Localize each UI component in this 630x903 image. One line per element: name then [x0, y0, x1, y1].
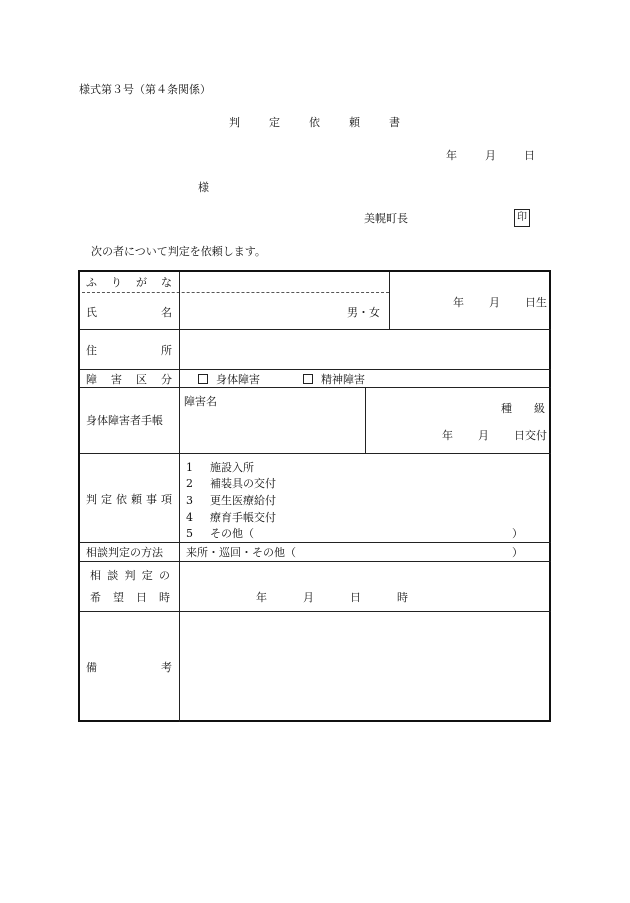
- birthdate-field[interactable]: [453, 297, 547, 308]
- furigana-field[interactable]: [180, 273, 388, 291]
- handbook-divider: [365, 387, 366, 453]
- form-number: 様式第３号（第４条関係）: [79, 83, 211, 96]
- method-options[interactable]: 来所・巡回・その他（: [186, 546, 296, 559]
- desired-datetime-field[interactable]: 年 月 日 時: [256, 591, 408, 604]
- row-divider: [80, 561, 551, 562]
- row-divider: [80, 453, 551, 454]
- handbook-issue-date[interactable]: [442, 430, 547, 441]
- title-char: 書: [389, 116, 400, 129]
- request-date[interactable]: [446, 150, 535, 161]
- issue-day-suffix: 日交付: [514, 429, 547, 442]
- date-month: 月: [485, 149, 496, 162]
- other-close-paren: ）: [512, 527, 523, 540]
- birthdate-divider: [389, 272, 390, 329]
- intro-text: 次の者について判定を依頼します。: [91, 245, 266, 258]
- date-day: 日: [524, 149, 535, 162]
- issuer-name: 美幌町長: [364, 212, 408, 225]
- address-field[interactable]: [180, 330, 550, 368]
- desired-datetime-label: 相 談 判 定 の: [90, 569, 170, 582]
- handbook-grade[interactable]: [501, 403, 545, 414]
- request-item-other[interactable]: 5 その他（: [186, 527, 254, 540]
- desired-datetime-label: 希 望 日 時: [90, 591, 170, 604]
- title-char: 依: [309, 116, 320, 129]
- title-char: 定: [269, 116, 280, 129]
- physical-disability-checkbox[interactable]: 身体障害: [198, 374, 260, 385]
- handbook-label: 身体障害者手帳: [86, 414, 163, 427]
- disability-type-label: 障 害 区 分: [86, 373, 172, 386]
- row-divider: [80, 369, 551, 370]
- checkbox-icon: [303, 374, 313, 384]
- issue-month: 月: [478, 429, 489, 442]
- document-title: [229, 117, 429, 128]
- birth-year: 年: [453, 296, 464, 309]
- grade-kind: 種: [501, 402, 512, 415]
- grade-level: 級: [534, 402, 545, 415]
- birth-month: 月: [489, 296, 500, 309]
- gender-selector[interactable]: 男・女: [347, 306, 380, 319]
- disability-name-label[interactable]: 障害名: [184, 395, 217, 408]
- furigana-label: ふ り が な: [86, 276, 172, 289]
- method-label: 相談判定の方法: [86, 546, 163, 559]
- title-char: 頼: [349, 116, 360, 129]
- addressee-honorific: 様: [198, 181, 209, 194]
- name-label: 氏 名: [86, 306, 172, 319]
- seal-stamp: 印: [514, 209, 530, 227]
- request-items-label: 判 定 依 頼 事 項: [86, 493, 172, 506]
- row-divider: [80, 387, 551, 388]
- issue-year: 年: [442, 429, 453, 442]
- name-field[interactable]: [180, 293, 340, 328]
- row-divider: [80, 542, 551, 543]
- address-label: 住 所: [86, 344, 172, 357]
- method-close-paren: ）: [512, 546, 523, 559]
- request-item-medical[interactable]: 3 更生医療給付: [186, 494, 276, 507]
- date-year: 年: [446, 149, 457, 162]
- birth-day-suffix: 日生: [525, 296, 547, 309]
- request-form-table: [78, 270, 551, 722]
- request-item-prosthesis[interactable]: 2 補装具の交付: [186, 477, 276, 490]
- checkbox-icon: [198, 374, 208, 384]
- request-item-facility[interactable]: 1 施設入所: [186, 461, 254, 474]
- mental-disability-checkbox[interactable]: 精神障害: [303, 374, 365, 385]
- title-char: 判: [229, 116, 240, 129]
- remarks-label: 備 考: [86, 661, 172, 674]
- remarks-field[interactable]: [180, 612, 550, 720]
- request-item-handbook[interactable]: 4 療育手帳交付: [186, 511, 276, 524]
